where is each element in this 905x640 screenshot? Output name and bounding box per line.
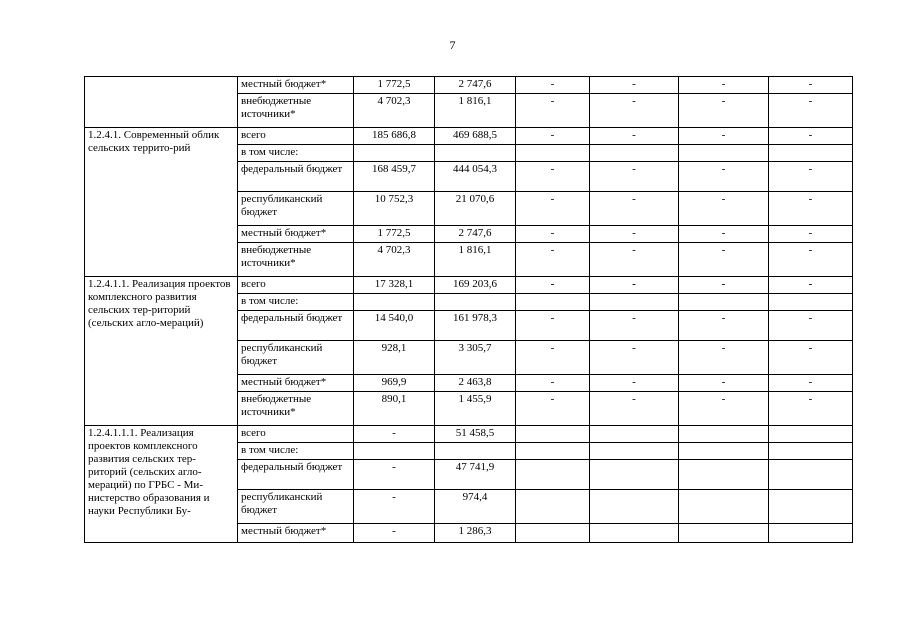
value-cell-year-1: -: [354, 490, 435, 524]
value-cell-year-3: [516, 294, 590, 311]
value-cell-year-5: -: [679, 392, 769, 426]
value-cell-year-1: 14 540,0: [354, 311, 435, 341]
value-cell-year-6: -: [769, 392, 853, 426]
value-cell-year-5: -: [679, 226, 769, 243]
value-cell-year-6: -: [769, 277, 853, 294]
funding-source-cell: в том числе:: [238, 145, 354, 162]
funding-source-cell: республиканский бюджет: [238, 341, 354, 375]
value-cell-year-3: [516, 460, 590, 490]
value-cell-year-5: [679, 145, 769, 162]
measure-name-cell: 1.2.4.1. Современный облик сельских террито-рий: [85, 128, 238, 277]
value-cell-year-4: -: [590, 162, 679, 192]
funding-source-cell: республиканский бюджет: [238, 490, 354, 524]
value-cell-year-5: -: [679, 277, 769, 294]
value-cell-year-4: -: [590, 277, 679, 294]
value-cell-year-1: 168 459,7: [354, 162, 435, 192]
value-cell-year-6: [769, 490, 853, 524]
value-cell-year-3: -: [516, 243, 590, 277]
value-cell-year-3: -: [516, 341, 590, 375]
value-cell-year-3: -: [516, 311, 590, 341]
value-cell-year-3: [516, 426, 590, 443]
value-cell-year-5: [679, 294, 769, 311]
value-cell-year-6: -: [769, 311, 853, 341]
value-cell-year-5: -: [679, 243, 769, 277]
value-cell-year-2: [435, 294, 516, 311]
value-cell-year-2: 974,4: [435, 490, 516, 524]
value-cell-year-4: -: [590, 392, 679, 426]
value-cell-year-5: -: [679, 162, 769, 192]
funding-source-cell: республиканский бюджет: [238, 192, 354, 226]
value-cell-year-5: -: [679, 341, 769, 375]
funding-source-cell: всего: [238, 277, 354, 294]
value-cell-year-6: -: [769, 162, 853, 192]
value-cell-year-3: [516, 145, 590, 162]
value-cell-year-4: [590, 490, 679, 524]
value-cell-year-1: [354, 443, 435, 460]
value-cell-year-3: -: [516, 77, 590, 94]
value-cell-year-4: -: [590, 77, 679, 94]
value-cell-year-2: 1 816,1: [435, 243, 516, 277]
value-cell-year-6: [769, 460, 853, 490]
value-cell-year-1: 10 752,3: [354, 192, 435, 226]
value-cell-year-5: -: [679, 192, 769, 226]
value-cell-year-2: 1 816,1: [435, 94, 516, 128]
value-cell-year-2: 2 747,6: [435, 77, 516, 94]
page-number: 7: [449, 38, 456, 52]
measure-name-cell: 1.2.4.1.1. Реализация проектов комплексного развития сельских тер-риторий (сельских агло-мераций): [85, 277, 238, 426]
value-cell-year-1: [354, 294, 435, 311]
value-cell-year-3: [516, 490, 590, 524]
table-row: [85, 128, 853, 145]
value-cell-year-4: -: [590, 94, 679, 128]
value-cell-year-1: -: [354, 524, 435, 543]
funding-source-cell: всего: [238, 426, 354, 443]
funding-source-cell: внебюджетные источники*: [238, 94, 354, 128]
value-cell-year-4: -: [590, 341, 679, 375]
value-cell-year-5: -: [679, 375, 769, 392]
value-cell-year-4: -: [590, 128, 679, 145]
value-cell-year-5: -: [679, 311, 769, 341]
value-cell-year-5: -: [679, 128, 769, 145]
value-cell-year-1: -: [354, 426, 435, 443]
value-cell-year-2: 51 458,5: [435, 426, 516, 443]
value-cell-year-2: 2 747,6: [435, 226, 516, 243]
value-cell-year-4: [590, 460, 679, 490]
value-cell-year-6: [769, 443, 853, 460]
value-cell-year-1: 969,9: [354, 375, 435, 392]
measure-name-cell: [85, 77, 238, 128]
value-cell-year-2: 169 203,6: [435, 277, 516, 294]
value-cell-year-6: -: [769, 94, 853, 128]
funding-source-cell: в том числе:: [238, 294, 354, 311]
value-cell-year-3: -: [516, 192, 590, 226]
value-cell-year-3: [516, 524, 590, 543]
value-cell-year-2: 1 286,3: [435, 524, 516, 543]
value-cell-year-5: [679, 490, 769, 524]
value-cell-year-2: 161 978,3: [435, 311, 516, 341]
value-cell-year-4: -: [590, 226, 679, 243]
value-cell-year-6: [769, 294, 853, 311]
value-cell-year-5: -: [679, 77, 769, 94]
value-cell-year-1: 1 772,5: [354, 226, 435, 243]
budget-table: [84, 76, 853, 543]
value-cell-year-4: -: [590, 192, 679, 226]
value-cell-year-6: -: [769, 243, 853, 277]
value-cell-year-2: [435, 145, 516, 162]
value-cell-year-1: 4 702,3: [354, 243, 435, 277]
value-cell-year-6: [769, 426, 853, 443]
value-cell-year-6: -: [769, 128, 853, 145]
value-cell-year-6: -: [769, 226, 853, 243]
value-cell-year-1: [354, 145, 435, 162]
funding-source-cell: всего: [238, 128, 354, 145]
value-cell-year-4: -: [590, 311, 679, 341]
value-cell-year-3: [516, 443, 590, 460]
value-cell-year-3: -: [516, 162, 590, 192]
value-cell-year-4: -: [590, 243, 679, 277]
value-cell-year-3: -: [516, 277, 590, 294]
value-cell-year-4: [590, 294, 679, 311]
value-cell-year-3: -: [516, 94, 590, 128]
value-cell-year-1: -: [354, 460, 435, 490]
funding-source-cell: местный бюджет*: [238, 375, 354, 392]
value-cell-year-6: -: [769, 77, 853, 94]
value-cell-year-5: [679, 524, 769, 543]
funding-source-cell: внебюджетные источники*: [238, 243, 354, 277]
funding-source-cell: местный бюджет*: [238, 226, 354, 243]
value-cell-year-4: [590, 524, 679, 543]
value-cell-year-1: 4 702,3: [354, 94, 435, 128]
value-cell-year-4: [590, 426, 679, 443]
value-cell-year-6: [769, 145, 853, 162]
value-cell-year-2: 47 741,9: [435, 460, 516, 490]
table-row: [85, 77, 853, 94]
funding-source-cell: местный бюджет*: [238, 77, 354, 94]
value-cell-year-6: [769, 524, 853, 543]
value-cell-year-2: 469 688,5: [435, 128, 516, 145]
value-cell-year-2: 444 054,3: [435, 162, 516, 192]
value-cell-year-2: 2 463,8: [435, 375, 516, 392]
value-cell-year-2: 1 455,9: [435, 392, 516, 426]
value-cell-year-2: 21 070,6: [435, 192, 516, 226]
value-cell-year-4: [590, 443, 679, 460]
value-cell-year-3: -: [516, 392, 590, 426]
funding-source-cell: федеральный бюджет: [238, 460, 354, 490]
value-cell-year-5: [679, 443, 769, 460]
funding-source-cell: внебюджетные источники*: [238, 392, 354, 426]
table-row: [85, 277, 853, 294]
value-cell-year-1: 928,1: [354, 341, 435, 375]
value-cell-year-5: [679, 460, 769, 490]
value-cell-year-1: 17 328,1: [354, 277, 435, 294]
funding-source-cell: федеральный бюджет: [238, 162, 354, 192]
value-cell-year-2: [435, 443, 516, 460]
funding-source-cell: в том числе:: [238, 443, 354, 460]
value-cell-year-1: 890,1: [354, 392, 435, 426]
value-cell-year-5: [679, 426, 769, 443]
measure-name-cell: 1.2.4.1.1.1. Реализация проектов комплексного развития сельских тер-риторий (сельских агло-мераций) по ГРБС - Ми-нистерство образования и науки Республики Бу-: [85, 426, 238, 543]
table-row: [85, 426, 853, 443]
value-cell-year-6: -: [769, 375, 853, 392]
value-cell-year-6: -: [769, 341, 853, 375]
funding-source-cell: местный бюджет*: [238, 524, 354, 543]
value-cell-year-3: -: [516, 226, 590, 243]
value-cell-year-4: [590, 145, 679, 162]
value-cell-year-5: -: [679, 94, 769, 128]
value-cell-year-6: -: [769, 192, 853, 226]
value-cell-year-3: -: [516, 128, 590, 145]
value-cell-year-1: 185 686,8: [354, 128, 435, 145]
value-cell-year-4: -: [590, 375, 679, 392]
value-cell-year-2: 3 305,7: [435, 341, 516, 375]
value-cell-year-3: -: [516, 375, 590, 392]
value-cell-year-1: 1 772,5: [354, 77, 435, 94]
funding-source-cell: федеральный бюджет: [238, 311, 354, 341]
